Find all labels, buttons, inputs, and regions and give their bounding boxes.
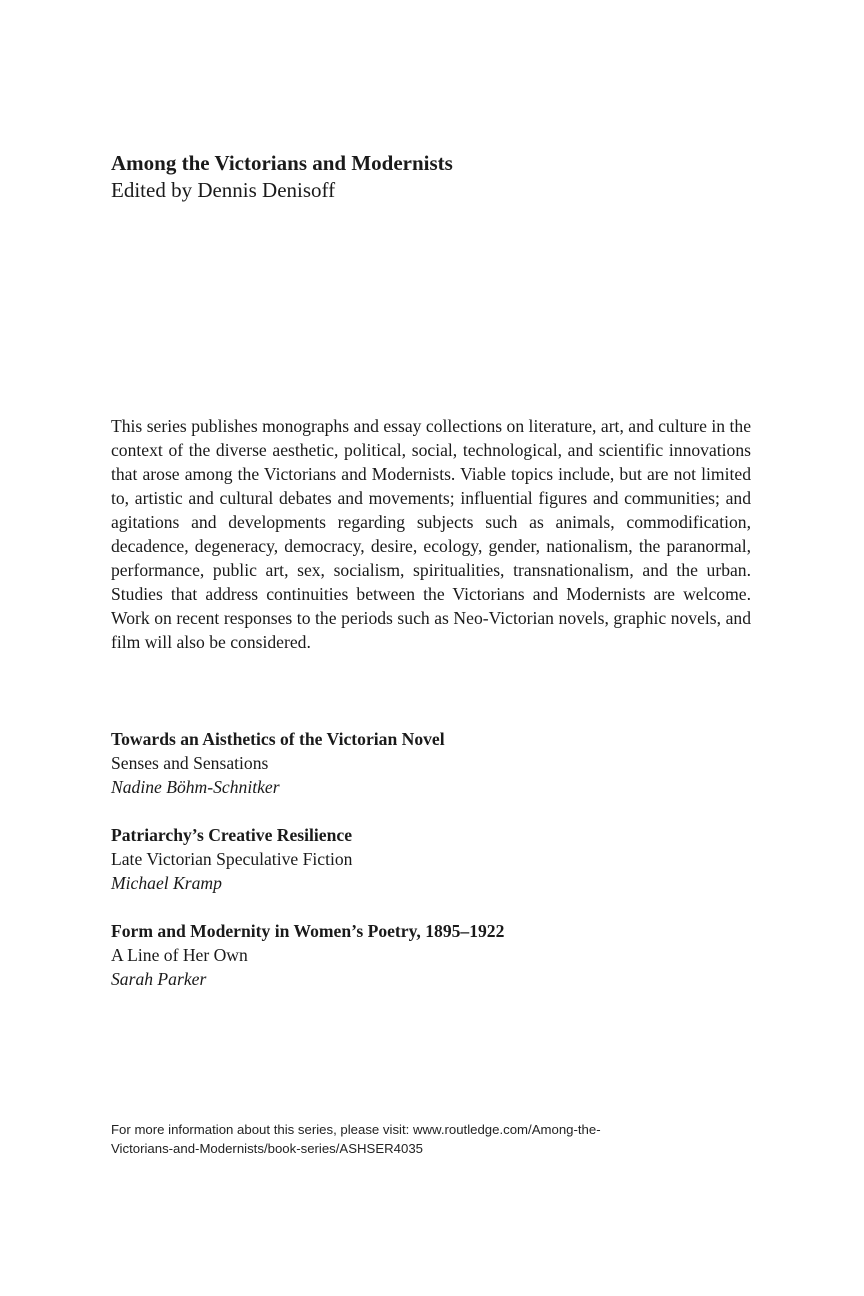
book-author: Nadine Böhm-Schnitker [111, 777, 280, 797]
book-title: Patriarchy’s Creative Resilience [111, 825, 353, 845]
book-subtitle: Late Victorian Speculative Fiction [111, 849, 353, 869]
book-subtitle: Senses and Sensations [111, 753, 269, 773]
series-info-line-1: For more information about this series, please visit: www.routledge.com/Among-the- [111, 1122, 601, 1137]
book-title: Towards an Aisthetics of the Victorian Novel [111, 729, 445, 749]
book-title: Form and Modernity in Women’s Poetry, 1895–1922 [111, 921, 505, 941]
series-info-note [111, 1120, 751, 1158]
series-title: Among the Victorians and Modernists [111, 151, 453, 175]
book-subtitle: A Line of Her Own [111, 945, 248, 965]
series-description: This series publishes monographs and essay collections on literature, art, and culture in the context of the diverse aesthetic, political, social, technological, and scientific innovations that arose among the Victorians and Modernists. Viable topics include, but are not limited to, artistic and cultural debates and movements; influential figures and communities; and agitations and developments regarding subjects such as animals, commodification, decadence, degeneracy, democracy, desire, ecology, gender, nationalism, the paranormal, performance, public art, sex, socialism, spiritualities, transnationalism, and the urban. Studies that address continuities between the Victorians and Modernists are welcome. Work on recent responses to the periods such as Neo-Victorian novels, graphic novels, and film will also be considered. [111, 416, 751, 652]
book-author: Sarah Parker [111, 969, 207, 989]
book-entry [111, 823, 751, 895]
series-header [111, 150, 751, 204]
book-author: Michael Kramp [111, 873, 222, 893]
page [111, 0, 751, 1296]
book-entry [111, 919, 751, 991]
book-entry [111, 727, 751, 799]
series-info-line-2: Victorians-and-Modernists/book-series/ASHSER4035 [111, 1141, 424, 1156]
book-list [111, 727, 751, 1015]
series-editor: Edited by Dennis Denisoff [111, 178, 336, 202]
